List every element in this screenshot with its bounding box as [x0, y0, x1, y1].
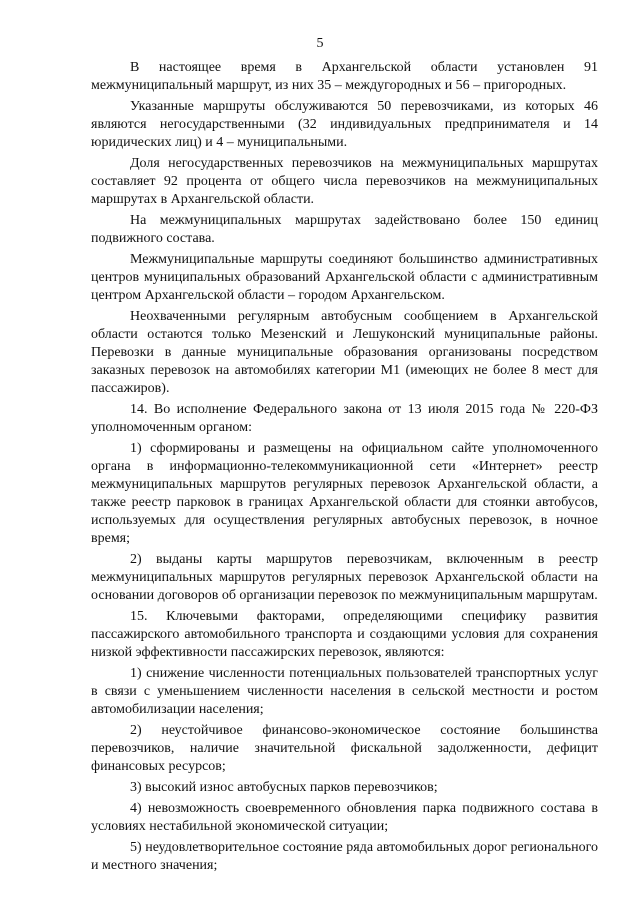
paragraph-rolling-stock: На межмуниципальных маршрутах задействовано более 150 единиц подвижного состава.: [91, 213, 598, 246]
paragraph-uncovered-districts: Неохваченными регулярным автобусным сообщением в Архангельской области остаются только Мезенский и Лешуконский муниципальные районы. Перевозки в данные муниципальные образования организованы посредством заказных перевозок на автомобилях категории М1 (имеющих не более 8 мест для пассажиров).: [91, 309, 598, 396]
paragraph-item-14-2: 2) выданы карты маршрутов перевозчикам, включенным в реестр межмуниципальных маршрутов регулярных перевозок Архангельской области на основании договоров об организации перевозок по межмуниципальным маршрутам.: [91, 552, 598, 603]
page-number: 5: [316, 36, 324, 51]
paragraph-item-15-5: 5) неудовлетворительное состояние ряда автомобильных дорог регионального и местного значения;: [91, 840, 598, 873]
paragraph-carriers-count: Указанные маршруты обслуживаются 50 перевозчиками, из которых 46 являются негосударственными (32 индивидуальных предпринимателя и 14 юридических лиц) и 4 – муниципальными.: [91, 99, 598, 150]
paragraph-item-15-2: 2) неустойчивое финансово-экономическое состояние большинства перевозчиков, наличие значительной фискальной задолженности, дефицит финансовых ресурсов;: [91, 723, 598, 774]
paragraph-item-14: 14. Во исполнение Федерального закона от 13 июля 2015 года № 220-ФЗ уполномоченным органом:: [91, 402, 598, 435]
paragraph-routes-count: В настоящее время в Архангельской области установлен 91 межмуниципальный маршрут, из них 35 – междугородных и 56 – пригородных.: [91, 60, 598, 93]
paragraph-item-15: 15. Ключевыми факторами, определяющими специфику развития пассажирского автомобильного транспорта и создающими условия для сохранения низкой эффективности пассажирских перевозок, являются:: [91, 609, 598, 660]
paragraph-route-coverage: Межмуниципальные маршруты соединяют большинство административных центров муниципальных образований Архангельской области с административным центром Архангельской области – городом Архангельском.: [91, 252, 598, 303]
paragraph-item-15-4: 4) невозможность своевременного обновления парка подвижного состава в условиях нестабильной экономической ситуации;: [91, 801, 598, 834]
paragraph-item-14-1: 1) сформированы и размещены на официальном сайте уполномоченного органа в информационно-телекоммуникационной сети «Интернет» реестр межмуниципальных маршрутов регулярных перевозок Архангельской области, а также реестр парковок в границах Архангельской области для стоянки автобусов, используемых для осуществления регулярных автобусных перевозок, в ночное время;: [91, 441, 598, 546]
paragraph-item-15-3: 3) высокий износ автобусных парков перевозчиков;: [130, 780, 438, 795]
paragraph-non-state-share: Доля негосударственных перевозчиков на межмуниципальных маршрутах составляет 92 процента от общего числа перевозчиков на межмуниципальных маршрутах в Архангельской области.: [91, 156, 598, 207]
document-body: [91, 59, 598, 878]
paragraph-item-15-1: 1) снижение численности потенциальных пользователей транспортных услуг в связи с уменьшением численности населения в сельской местности и ростом автомобилизации населения;: [91, 666, 598, 717]
